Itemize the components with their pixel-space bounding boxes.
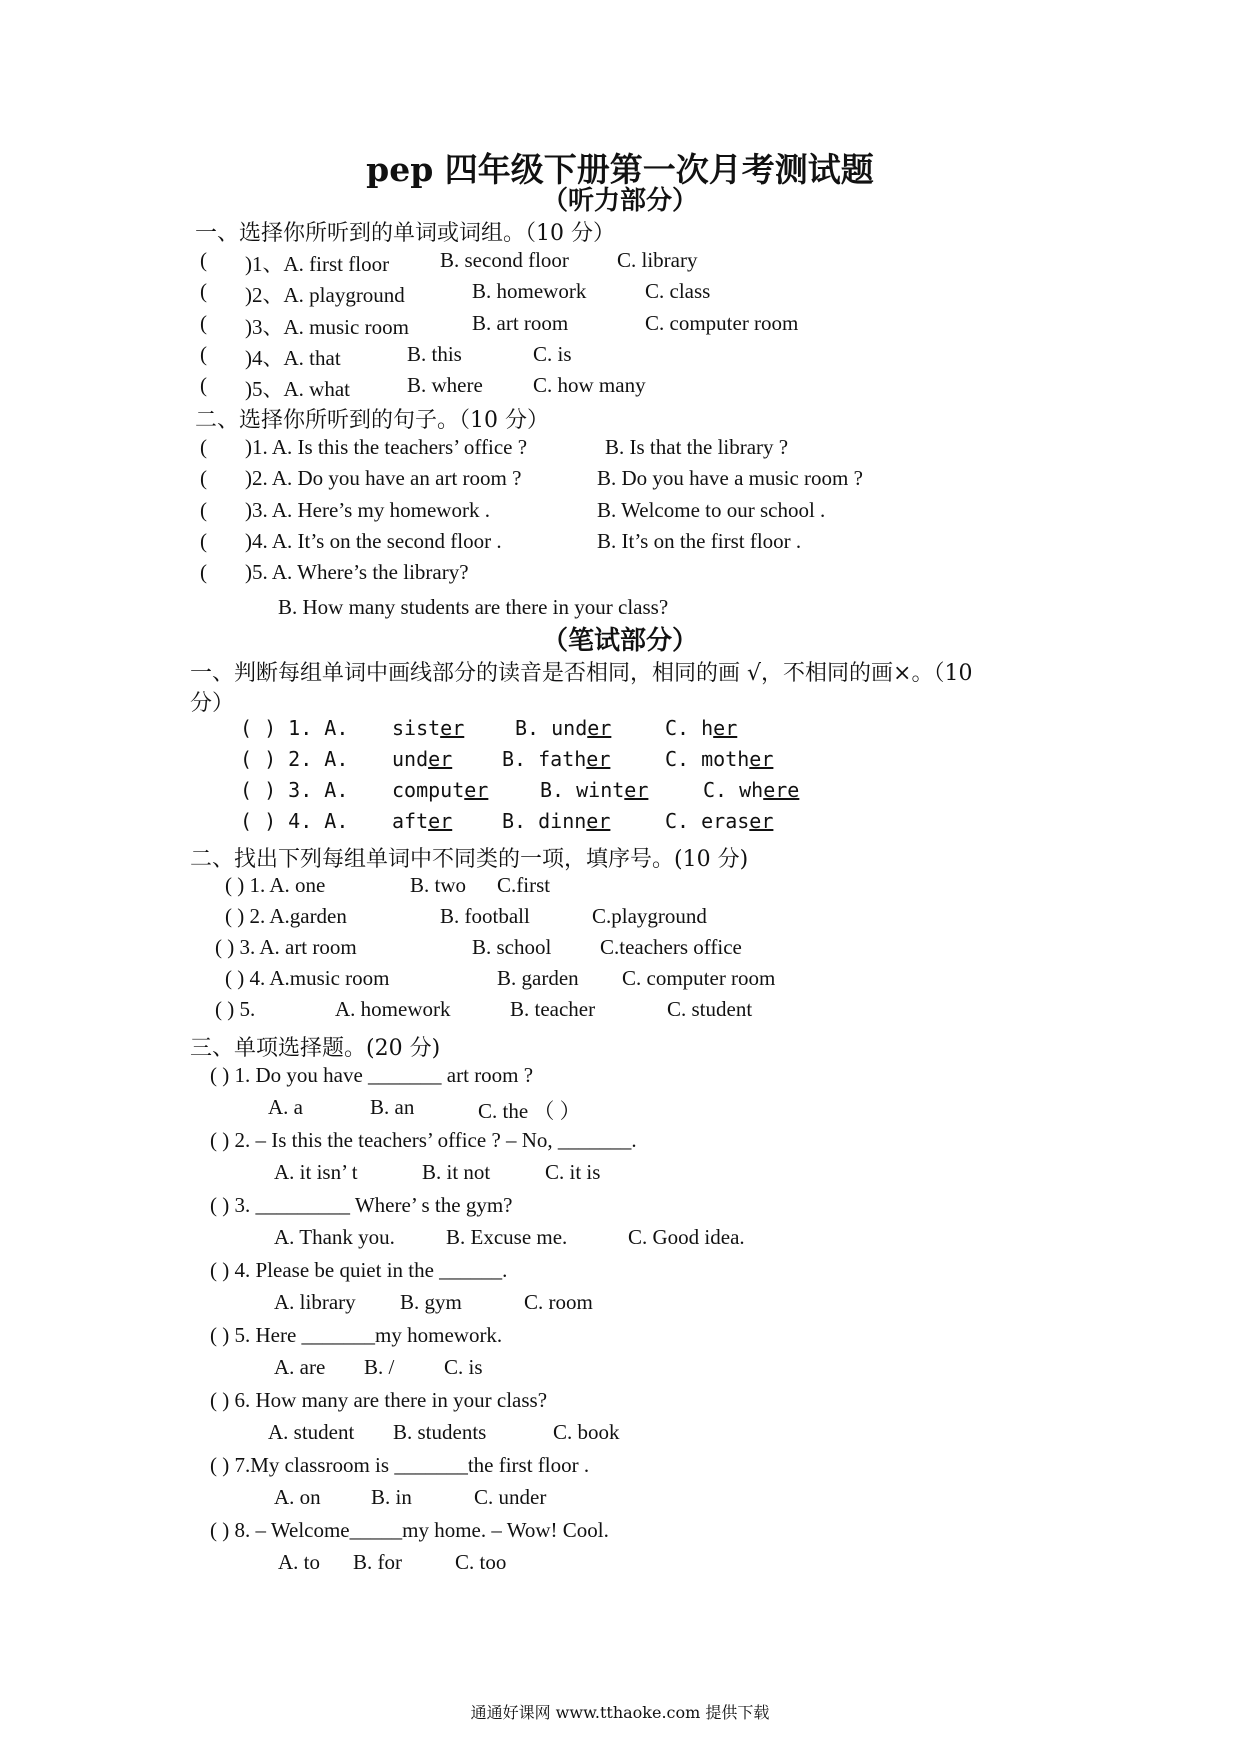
written-s3-question: ( ) 6. How many are there in your class? <box>210 1388 548 1412</box>
listening-s1-item: B. art room <box>472 310 569 335</box>
listening-s1-item: )4、A. that <box>245 345 341 370</box>
footer: 通通好课网 www.tthaoke.com 提供下载 <box>470 1703 770 1722</box>
written-s3-option: A. library <box>274 1290 356 1314</box>
written-s2-item: B. school <box>472 935 552 959</box>
written-s3-question: ( ) 7.My classroom is _______the first floor . <box>210 1453 590 1477</box>
listening-s2-item: )1. A. Is this the teachers’ office ? <box>245 435 528 459</box>
underlined-part: er <box>713 716 738 740</box>
written-s3-option: C. Good idea. <box>628 1225 745 1249</box>
listening-s1-item: B. this <box>407 341 462 366</box>
written-s1-option-c <box>703 778 799 802</box>
underlined-part: er <box>586 747 611 771</box>
written-s1-number: ( ) 3. A. <box>240 778 349 802</box>
listening-s2-item: )4. A. It’s on the second floor . <box>245 528 502 553</box>
written-s2-item: C. student <box>667 997 753 1021</box>
written-s3-option: A. a <box>268 1095 303 1119</box>
underlined-part: er <box>428 747 453 771</box>
written-s2-heading: 二、找出下列每组单词中不同类的一项，填序号。(10 分) <box>190 847 749 872</box>
underlined-part: er <box>464 778 489 802</box>
written-s3-question: ( ) 4. Please be quiet in the ______. <box>210 1258 508 1282</box>
written-s3-question: ( ) 3. _________ Where’ s the gym? <box>210 1193 513 1217</box>
underlined-part: er <box>749 747 774 771</box>
listening-s1-item: ( <box>200 310 207 335</box>
written-s2-item: B. two <box>410 873 467 897</box>
listening-s2-item: ( <box>200 528 207 553</box>
written-s2-item: B. teacher <box>510 997 596 1021</box>
listening-s1-item: ( <box>200 341 207 366</box>
written-s1-option-a <box>392 747 452 771</box>
written-s3-option: A. student <box>268 1420 355 1444</box>
listening-s1-item: C. class <box>645 279 711 304</box>
word-part: sist <box>392 716 441 740</box>
written-s3-option: C. under <box>474 1485 547 1509</box>
word-part: comput <box>392 778 465 802</box>
written-s1-option-b <box>540 778 648 802</box>
written-s3-option: B. / <box>364 1355 395 1379</box>
listening-heading: （听力部分） <box>541 186 698 216</box>
word-part: B. dinn <box>502 809 587 833</box>
written-s1-option-a <box>392 809 452 833</box>
underlined-part: er <box>586 809 611 833</box>
listening-s2-item: )5. A. Where’s the library? <box>245 560 469 585</box>
written-s1-option-c <box>665 809 773 833</box>
written-s3-option: B. in <box>371 1485 412 1509</box>
written-s2-item: B. garden <box>497 966 579 990</box>
listening-s2-heading: 二、选择你所听到的句子。（10 分） <box>195 408 549 433</box>
written-s2-item: ( ) 4. A.music room <box>225 966 390 990</box>
word-part: B. fath <box>502 747 587 771</box>
underlined-part: er <box>587 716 612 740</box>
word-part: B. wint <box>540 778 625 802</box>
listening-s1-item: )1、A. first floor <box>245 252 390 276</box>
listening-s2-item: ( <box>200 497 207 522</box>
underlined-part: er <box>624 778 649 802</box>
written-s2-item: C. computer room <box>622 966 776 990</box>
written-s1-heading-cont: 分） <box>190 691 235 716</box>
listening-s1-item: )5、A. what <box>245 377 350 402</box>
listening-s2-item: )3. A. Here’s my homework . <box>245 497 490 522</box>
written-s2-item: ( ) 2. A.garden <box>225 904 347 928</box>
written-s1-heading: 一、判断每组单词中画线部分的读音是否相同，相同的画 √，不相同的画×。（10 <box>190 661 973 686</box>
listening-s2-item: B. Is that the library ? <box>605 435 789 459</box>
written-s3-option: C. it is <box>545 1160 601 1184</box>
written-s1-number: ( ) 4. A. <box>240 809 349 833</box>
written-heading: （笔试部分） <box>541 626 698 656</box>
written-s3-option: A. Thank you. <box>274 1225 395 1249</box>
listening-s2-item: B. Welcome to our school . <box>597 497 826 522</box>
written-s2-item: A. homework <box>335 997 451 1021</box>
written-s2-item: ( ) 5. <box>215 997 256 1021</box>
listening-s2-item: ( <box>200 466 207 491</box>
listening-s2-item: B. Do you have a music room ? <box>597 466 863 491</box>
written-s3-option: B. students <box>393 1420 487 1444</box>
listening-s1-item: ( <box>200 279 207 304</box>
listening-s1-item: )3、A. music room <box>245 314 409 339</box>
written-s3-option: C. is <box>444 1355 483 1379</box>
written-s3-option: C. too <box>455 1550 507 1574</box>
written-s2-item: B. football <box>440 904 530 928</box>
written-s1-option-a <box>392 778 488 802</box>
underlined-part: er <box>428 809 453 833</box>
written-s3-option: B. it not <box>422 1160 491 1184</box>
word-part: und <box>392 747 429 771</box>
underlined-part: ere <box>763 778 800 802</box>
written-s1-option-a <box>392 716 464 740</box>
written-s3-option: B. an <box>370 1095 415 1119</box>
written-s2-item: C.first <box>497 873 551 897</box>
word-part: aft <box>392 809 429 833</box>
written-s3-option: C. the （ ） <box>478 1099 581 1123</box>
written-s3-heading: 三、单项选择题。(20 分) <box>190 1036 441 1061</box>
listening-s1-item: ( <box>200 248 207 272</box>
written-s1-option-c <box>665 747 773 771</box>
written-s3-option: B. gym <box>400 1290 462 1314</box>
page-title: pep 四年级下册第一次月考测试题 <box>366 150 874 189</box>
written-s3-option: C. book <box>553 1420 620 1444</box>
listening-s1-heading: 一、选择你所听到的单词或词组。（10 分） <box>195 221 615 246</box>
written-s1-option-b <box>502 809 610 833</box>
underlined-part: er <box>440 716 465 740</box>
underlined-part: er <box>749 809 774 833</box>
written-s3-option: A. on <box>274 1485 321 1509</box>
listening-s1-item: B. where <box>407 373 483 398</box>
written-s3-option: A. are <box>274 1355 326 1379</box>
listening-s1-item: C. how many <box>533 373 646 398</box>
listening-s1-item: ( <box>200 373 207 398</box>
written-s1-option-b <box>515 716 611 740</box>
listening-s1-item: B. second floor <box>440 248 569 272</box>
listening-s2-item5-b: B. How many students are there in your class? <box>278 595 669 619</box>
written-s2-item: C.teachers office <box>600 935 742 959</box>
written-s3-question: ( ) 2. – Is this the teachers’ office ? – No, _______. <box>210 1128 637 1152</box>
written-s3-option: B. Excuse me. <box>446 1225 568 1249</box>
written-s3-question: ( ) 1. Do you have _______ art room ? <box>210 1063 534 1087</box>
word-part: C. wh <box>703 778 764 802</box>
written-s1-number: ( ) 2. A. <box>240 747 349 771</box>
written-s1-number: ( ) 1. A. <box>240 716 349 740</box>
listening-s2-item: )2. A. Do you have an art room ? <box>245 466 522 491</box>
word-part: C. eras <box>665 809 750 833</box>
word-part: C. h <box>665 716 714 740</box>
written-s2-item: ( ) 1. A. one <box>225 873 326 897</box>
word-part: B. und <box>515 716 588 740</box>
written-s3-option: A. to <box>278 1550 320 1574</box>
listening-s1-item: )2、A. playground <box>245 283 405 308</box>
word-part: C. moth <box>665 747 750 771</box>
written-s1-option-c <box>665 716 737 740</box>
listening-s2-item: B. It’s on the first floor . <box>597 528 802 553</box>
written-s2-item: ( ) 3. A. art room <box>215 935 357 959</box>
written-s1-option-b <box>502 747 610 771</box>
written-s2-item: C.playground <box>592 904 707 928</box>
written-s3-option: A. it isn’ t <box>274 1160 358 1184</box>
listening-s1-item: C. is <box>533 341 572 366</box>
written-s3-option: B. for <box>353 1550 402 1574</box>
written-s3-option: C. room <box>524 1290 593 1314</box>
listening-s1-item: C. computer room <box>645 310 799 335</box>
listening-s1-item: C. library <box>617 248 698 272</box>
listening-s1-item: B. homework <box>472 279 587 304</box>
written-s3-question: ( ) 5. Here _______my homework. <box>210 1323 503 1347</box>
listening-s2-item: ( <box>200 560 207 585</box>
written-s3-question: ( ) 8. – Welcome_____my home. – Wow! Cool. <box>210 1518 609 1542</box>
listening-s2-item: ( <box>200 435 207 459</box>
